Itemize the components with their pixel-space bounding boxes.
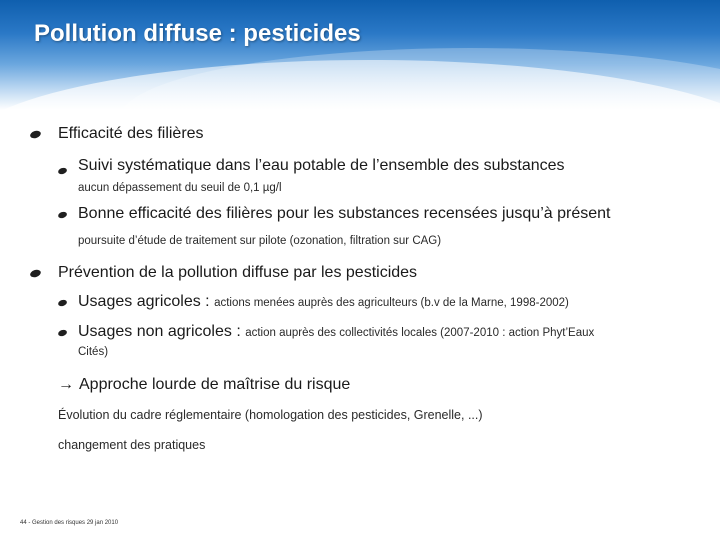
bullet-icon	[29, 129, 42, 139]
section-heading-prevention: Prévention de la pollution diffuse par les pesticides	[58, 264, 418, 281]
item-usages-non-agricoles	[78, 323, 594, 341]
bullet-icon	[57, 329, 67, 337]
page-title: Pollution diffuse : pesticides	[34, 20, 361, 47]
item-usages-agricoles	[78, 293, 569, 311]
item-label: Usages non agricoles :	[78, 323, 241, 340]
note-seuil: aucun dépassement du seuil de 0,1 µg/l	[78, 182, 282, 194]
item-detail: actions menées auprès des agriculteurs (b.v de la Marne, 1998-2002)	[214, 297, 569, 309]
arrow-right-icon: →	[58, 376, 74, 393]
item-detail-continued: Cités)	[78, 346, 109, 358]
conclusion-line2: changement des pratiques	[58, 438, 206, 452]
item-detail: action auprès des collectivités locales (2007-2010 : action Phyt’Eaux	[245, 327, 595, 339]
bullet-icon	[57, 299, 67, 307]
conclusion-line	[58, 376, 350, 394]
bullet-icon	[57, 211, 67, 219]
footer: 44 - Gestion des risques 29 jan 2010	[20, 520, 119, 526]
conclusion-text: Approche lourde de maîtrise du risque	[79, 376, 351, 393]
conclusion-line1: Évolution du cadre réglementaire (homologation des pesticides, Grenelle, ...)	[58, 408, 483, 422]
bullet-icon	[29, 268, 42, 278]
item-label: Usages agricoles :	[78, 293, 210, 310]
note-pilote: poursuite d’étude de traitement sur pilote (ozonation, filtration sur CAG)	[78, 235, 442, 247]
section-heading-efficacite: Efficacité des filières	[58, 125, 204, 142]
item-suivi: Suivi systématique dans l’eau potable de l’ensemble des substances	[78, 157, 565, 174]
bullet-icon	[57, 167, 67, 175]
item-bonne-efficacite: Bonne efficacité des filières pour les substances recensées jusqu’à présent	[78, 205, 611, 222]
header-banner	[0, 0, 720, 110]
